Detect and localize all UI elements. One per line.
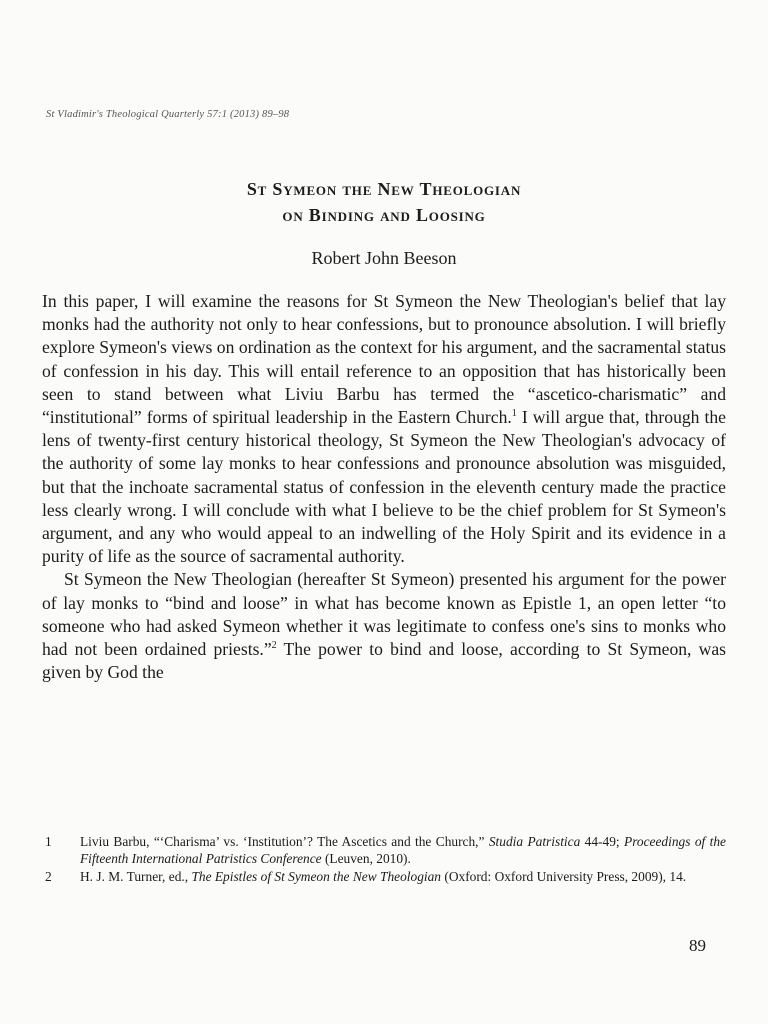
footnote-text-lead: H. J. M. Turner, ed., <box>80 869 192 884</box>
footnote-text-mid: 44-49; <box>580 834 625 849</box>
article-title <box>42 176 726 228</box>
footnote-ref-1[interactable]: 1 <box>511 408 517 420</box>
footnote-italic-title: The Epistles of St Symeon the New Theologian <box>191 869 442 884</box>
footnote-number: 2 <box>45 869 52 884</box>
footnote-text <box>80 833 726 867</box>
title-line-2: on Binding and Loosing <box>282 205 486 225</box>
author-name: Robert John Beeson <box>311 248 457 268</box>
footnotes <box>42 833 726 886</box>
footnote-text-tail: (Leuven, 2010). <box>321 851 411 866</box>
body-text <box>42 290 726 684</box>
page-number: 89 <box>689 936 706 955</box>
footnote-number: 1 <box>45 834 52 849</box>
footnote-ref-2[interactable]: 2 <box>271 640 277 652</box>
journal-page <box>42 0 726 1024</box>
footnote-text-mid: (Oxford: Oxford University Press, 2009), 14. <box>441 869 687 884</box>
footnote-text-lead: Liviu Barbu, “‘Charisma’ vs. ‘Institution’? The Ascetics and the Church,” <box>80 834 489 849</box>
footnote-2 <box>42 868 726 885</box>
footnote-1 <box>42 833 726 867</box>
running-head: St Vladimir's Theological Quarterly 57:1 (2013) 89–98 <box>46 109 290 120</box>
paragraph-2-text-b: The power to bind and loose, according to St Symeon, was given by God the <box>42 639 727 683</box>
paragraph-1-text-b: I will argue that, through the lens of twenty-first century historical theology, St Symeon the New Theologian's advocacy of the authority of some lay monks to hear confessions and pronounce absolution was misguided, but that the inchoate sacramental status of confession in the eleventh century made the practice less clearly wrong. I will conclude with what I believe to be the chief problem for St Symeon's argument, and any who would appeal to an indwelling of the Holy Spirit and its evidence in a purity of life as the source of sacramental authority. <box>42 407 726 567</box>
paragraph-2 <box>42 568 726 684</box>
paragraph-2-text-a: St Symeon the New Theologian (hereafter St Symeon) presented his argument for the power of lay monks to “bind and loose” in what has become known as Epistle 1, an open letter “to someone who had asked Symeon whether it was legitimate to confess one's sins to monks who had not been ordained priests.” <box>42 569 726 660</box>
footnote-italic-title: Studia Patristica <box>488 834 581 849</box>
paragraph-1-text-a: In this paper, I will examine the reasons for St Symeon the New Theologian's belief that lay monks had the authority not only to hear confessions, but to pronounce absolution. I will briefly explore Symeon's views on ordination as the context for his argument, and the sacramental status of confession in his day. This will entail reference to an opposition that has historically been seen to stand between what Liviu Barbu has termed the “ascetico-charismatic” and “institutional” forms of spiritual leadership in the Eastern Church. <box>42 291 726 428</box>
title-line-1: St Symeon the New Theologian <box>246 179 522 199</box>
paragraph-1 <box>42 290 726 568</box>
footnote-text <box>80 868 726 885</box>
footnote-italic-proceedings: Proceedings of the Fifteenth International Patristics Conference <box>80 834 726 866</box>
